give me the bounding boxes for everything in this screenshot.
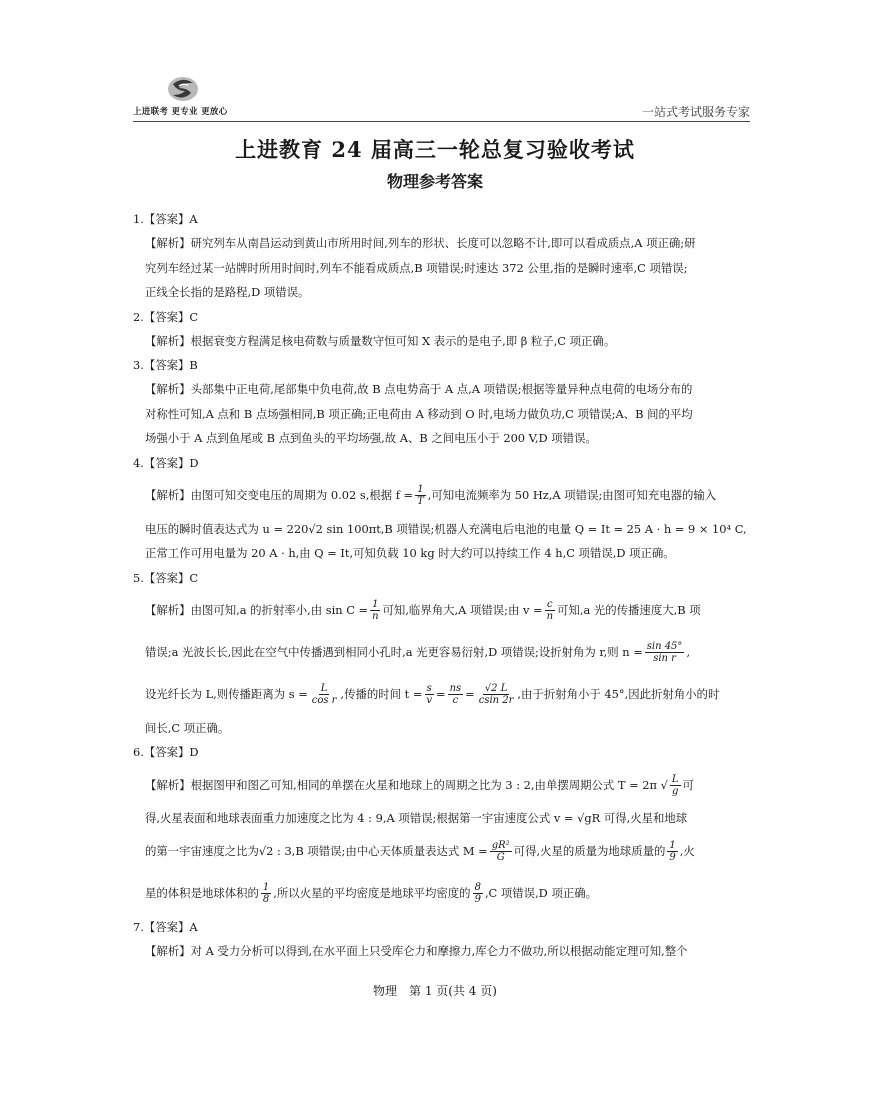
numerator: √2 L	[484, 683, 508, 694]
denominator: v	[426, 695, 433, 706]
explanation-line: 【解析】对 A 受力分析可以得到,在水平面上只受库仑力和摩擦力,库仑力不做功,所以根据动能定理可知,整个	[145, 943, 688, 958]
explanation	[145, 475, 747, 566]
text-run: 可知,临界角大,A 项错误;由 v =	[382, 603, 543, 618]
fraction	[670, 774, 681, 797]
header-tagline: 一站式考试服务专家	[641, 105, 750, 119]
answer-item-4	[133, 451, 747, 566]
text-run: 星的体积是地球体积的	[145, 886, 259, 901]
denominator: cos r	[311, 695, 337, 706]
answer-label: 6.【答案】D	[133, 745, 199, 759]
explanation-line	[145, 632, 747, 674]
explanation-line	[145, 590, 747, 632]
header-divider	[133, 121, 750, 122]
explanation-line	[145, 674, 747, 716]
explanation	[145, 590, 747, 741]
answer-item-7	[133, 915, 747, 964]
answer-label: 5.【答案】C	[133, 570, 199, 585]
denominator: n	[372, 611, 379, 622]
document-title: 上进教育 24 届高三一轮总复习验收考试	[235, 137, 635, 162]
answer-list	[133, 207, 747, 963]
fraction	[310, 683, 339, 706]
text-run: =	[465, 687, 475, 702]
text-run: ,所以火星的平均密度是地球平均密度的	[273, 886, 471, 901]
numerator: 8	[474, 882, 481, 893]
fraction	[448, 683, 464, 706]
fraction	[415, 484, 426, 507]
numerator: gR²	[491, 840, 510, 851]
fraction	[477, 683, 516, 706]
text-run: 错误;a 光波长长,因此在空气中传播遇到相同小孔时,a 光更容易衍射,D 项错误;设折射角为 r,则 n =	[145, 645, 643, 660]
explanation-line: 对称性可知,A 点和 B 点场强相同,B 项正确;正电荷由 A 移动到 O 时,电场力做负功,C 项错误;A、B 间的平均	[145, 406, 693, 421]
explanation-line: 究列车经过某一站牌时所用时间时,列车不能看成质点,B 项错误;时速达 372 公里,指的是瞬时速率,C 项错误;	[145, 260, 688, 275]
text-run: 【解析】由图可知交变电压的周期为 0.02 s,根据 f =	[145, 488, 414, 503]
page-footer: 物理 第 1 页(共 4 页)	[373, 984, 497, 998]
explanation-line	[145, 873, 747, 915]
fraction	[424, 683, 434, 706]
explanation-line: 【解析】根据衰变方程满足核电荷数与质量数守恒可知 X 表示的是电子,即 β 粒子,C 项正确。	[145, 333, 616, 348]
fraction	[490, 840, 512, 863]
explanation-line	[145, 764, 747, 806]
denominator: 9	[669, 852, 676, 863]
answer-item-6	[133, 740, 747, 915]
denominator: n	[546, 611, 554, 622]
fraction	[667, 840, 677, 863]
fraction	[645, 641, 685, 664]
numerator: sin 45°	[646, 641, 683, 652]
text-run: 【解析】由图可知,a 的折射率小,由 sin C =	[145, 603, 369, 618]
logo-swirl-icon	[161, 74, 205, 104]
explanation-line: 正常工作可用电量为 20 A · h,由 Q = It,可知负载 10 kg 时大约可以持续工作 4 h,C 项错误,D 项正确。	[145, 546, 675, 560]
text-run: 可	[682, 777, 694, 792]
explanation-line: 场强小于 A 点到鱼尾或 B 点到鱼头的平均场强,故 A、B 之间电压小于 200 V,D 项错误。	[145, 431, 597, 445]
denominator: T	[417, 496, 424, 507]
explanation	[145, 231, 747, 305]
denominator: 8	[262, 894, 270, 905]
text-run: 可得,火星的质量为地球质量的	[513, 844, 666, 859]
text-run: ,由于折射角小于 45°,因此折射角小的时	[517, 687, 720, 702]
fraction	[370, 599, 380, 622]
text-run: 可知,a 光的传播速度大,B 项	[557, 603, 701, 618]
numerator: L	[671, 773, 679, 785]
denominator: 9	[474, 894, 481, 905]
explanation-line: 电压的瞬时值表达式为 u = 220√2 sin 100πt,B 项错误;机器人充满电后电池的电量 Q = It = 25 A · h = 9 × 10⁴ C,	[145, 521, 747, 536]
denominator: c	[452, 695, 459, 706]
explanation-line: 得,火星表面和地球表面重力加速度之比为 4 : 9,A 项错误;根据第一宇宙速度公式 v = √gR 可得,火星和地球	[145, 811, 688, 825]
text-run: 的第一宇宙速度之比为√2 : 3,B 项错误;由中心天体质量表达式 M =	[145, 844, 488, 859]
explanation-line	[145, 831, 747, 873]
numerator: ns	[449, 683, 462, 694]
denominator: sin r	[653, 653, 676, 664]
answer-label: 4.【答案】D	[133, 455, 199, 470]
text-run: ,	[686, 645, 691, 660]
numerator: s	[426, 683, 432, 694]
denominator: csin 2r	[478, 695, 514, 706]
logo-text: 上进联考 更专业 更放心	[133, 107, 228, 117]
explanation-line: 间长,C 项正确。	[145, 720, 230, 735]
text-run: ,C 项错误,D 项正确。	[484, 886, 598, 901]
text-run: 设光纤长为 L,则传播距离为 s =	[145, 687, 308, 702]
denominator: g	[672, 785, 679, 797]
explanation-line: 【解析】研究列车从南昌运动到黄山市所用时间,列车的形状、长度可以忽略不计,即可以看成质点,A 项正确;研	[145, 236, 696, 250]
explanation	[145, 377, 747, 451]
numerator: L	[320, 683, 328, 694]
answer-item-5	[133, 566, 747, 741]
fraction	[261, 882, 271, 905]
explanation	[145, 764, 747, 915]
explanation-line	[145, 475, 747, 517]
logo	[133, 74, 243, 120]
numerator: 1	[669, 840, 676, 851]
answer-label: 7.【答案】A	[133, 919, 198, 934]
numerator: 1	[417, 484, 424, 495]
denominator: G	[496, 852, 505, 863]
fraction	[473, 882, 483, 905]
answer-label: 1.【答案】A	[133, 212, 198, 226]
answer-item-1	[133, 207, 747, 305]
numerator: 1	[372, 599, 379, 610]
answer-item-2	[133, 305, 747, 354]
text-run: 【解析】根据图甲和图乙可知,相同的单摆在火星和地球上的周期之比为 3 : 2,由单摆周期公式 T = 2π √	[145, 777, 668, 792]
text-run: ,可知电流频率为 50 Hz,A 项错误;由图可知充电器的输入	[427, 488, 717, 503]
explanation	[145, 329, 747, 354]
answer-label: 3.【答案】B	[133, 358, 198, 372]
numerator: c	[547, 599, 553, 610]
numerator: 1	[262, 882, 270, 893]
explanation-line: 正线全长指的是路程,D 项错误。	[145, 285, 310, 299]
explanation	[145, 939, 747, 964]
answer-label: 2.【答案】C	[133, 309, 199, 324]
text-run: ,传播的时间 t =	[340, 687, 423, 702]
text-run: ,火	[679, 844, 695, 859]
answer-item-3	[133, 353, 747, 451]
text-run: =	[436, 687, 446, 702]
fraction	[545, 599, 555, 622]
explanation-line: 【解析】头部集中正电荷,尾部集中负电荷,故 B 点电势高于 A 点,A 项错误;根据等量异种点电荷的电场分布的	[145, 382, 693, 396]
document-subtitle: 物理参考答案	[386, 172, 483, 191]
